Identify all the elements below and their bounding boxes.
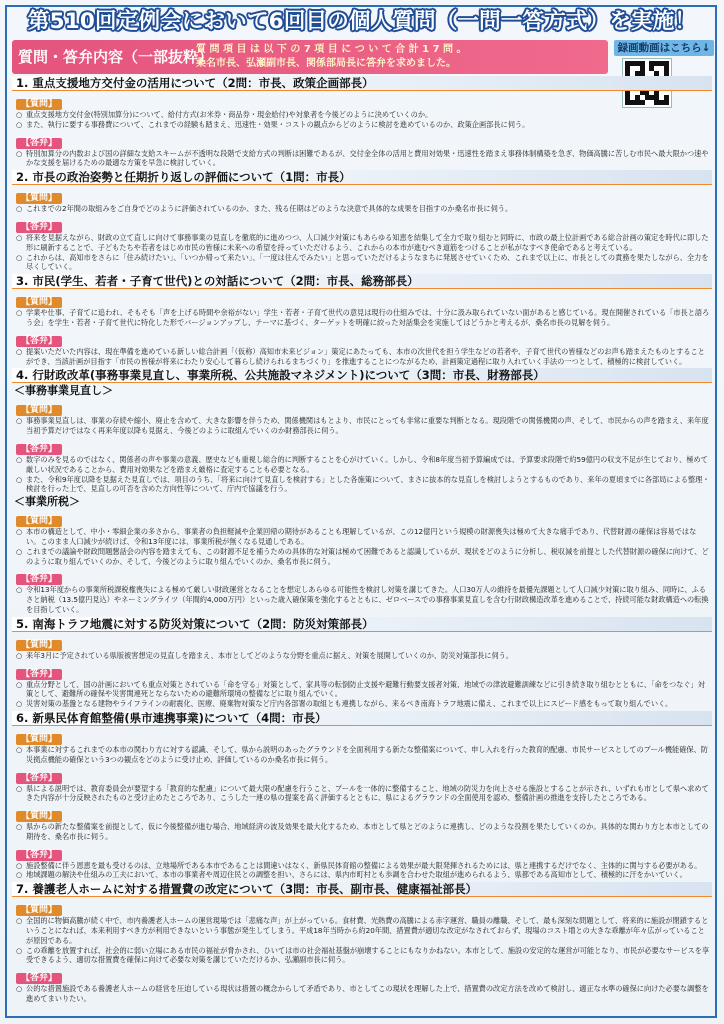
question-text: ○ これまでの2年間の取組みをご自身でどのように評価されているのか、また、残る任期はどのような決意で具体的な成果を目指すのか桑名市長に伺う。 — [12, 204, 712, 214]
answer-text: ○ 提案いただいた内容は、現在準備を進めている新しい総合計画「（仮称）高知市未来ビジョン」策定にあたっても、本市の次世代を担う学生などの若者や、子育て世代の皆様などのお声も踏まえたものとすることができ、当該計画が目指す「市民の皆様が将来にわたり安心して暮らし続けられるまちづくり」を推進することにつながるため、計画策定過程に取り入れていく手法の一つとして、積極的に検討していく。 — [12, 347, 712, 367]
answer-text: ○ 公的な措置施設である養護老人ホームの経営を圧迫している現状は措置の概念からして矛盾であり、市としてこの現状を理解した上で、措置費の改定方法を改めて検討し、適正な水準の確保に向けた必要な調整を進めてまいりたい。 — [12, 984, 712, 1004]
question-text: ○ この乖離を放置すれば、社会的に弱い立場にある市民の福祉が脅かされ、ひいては市の社会福祉基盤が崩壊することにもなりかねない。本市として、施設の安定的な運営が可能となり、市民が必要なサービスを享受できるよう、適切な措置費を確保に向けて必要な対策を講じていただけるか、弘瀬副市長に伺う。 — [12, 946, 712, 966]
question-label: 【質問】 — [16, 905, 62, 916]
answer-text: ○ 特別加算分の内数および国の詳細な支給スキームが不透明な段階で支給方式の判断は困難であるが、交付金全体の活用と費用対効果・迅速性を踏まえ事務体制構築を急ぎ、物価高騰に苦しむ市民へ最大限かつ速やかな支援を届けるための最適な方策を早急に検討していく。 — [12, 149, 712, 169]
subsection-heading: ＜事業所税＞ — [14, 495, 80, 509]
header-note — [196, 43, 606, 71]
question-text: ○ 県からの新たな整備案を前提として、仮に今後整備が進む場合、地域経済の波及効果を最大化するため、本市として県とどのように連携し、どのような役割を果たしていくのか。具体的な関わり方と本市としての期待を、桑名市長に伺う。 — [12, 822, 712, 842]
page-title: 第510回定例会において6回目の個人質問（一問一答方式）を実施！ — [27, 9, 697, 34]
answer-label: 【答弁】 — [16, 574, 62, 585]
section-1 — [12, 76, 712, 170]
section-heading: 5. 南海トラフ地震に対する防災対策について（2問：防災対策部長） — [12, 617, 712, 632]
section-heading: 3. 市民(学生、若者・子育て世代)との対話について（2問：市長、総務部長） — [12, 274, 712, 289]
subsection-heading: ＜事務事業見直し＞ — [14, 384, 113, 398]
answer-text: ○ 将来を見据えながら、財政の立て直しに向けて事務事業の見直しを徹底的に進めつつ、人口減少対策にもあらゆる知恵を結集して全力で取り組むと同時に、市政の最上位計画である総合計画の策定を時代に即した形に刷新することで、子どもたちや若者をはじめ市民の皆様に未来への希望を持っていただけるよう、これからの本市が進むべき道筋をつけることが私がなすべき使命であると考えている。 — [12, 233, 712, 253]
answer-label: 【答弁】 — [16, 138, 62, 149]
section-heading: 7. 養護老人ホームに対する措置費の改定について（3問：市長、副市長、健康福祉部長） — [12, 882, 712, 897]
answer-text: ○ 災害対策の基盤となる建物やライフラインの耐震化、医療、廃棄物対策など庁内各部署の取組とも連携しながら、来るべき南海トラフ地震に備え、これまで以上にスピード感をもって取り組んでいく。 — [12, 699, 712, 709]
question-label: 【質問】 — [16, 734, 62, 745]
video-link[interactable]: 録画動画はこちら↓ — [614, 40, 714, 56]
answer-text: ○ 令和13年度からの事業所税課税権喪失による極めて厳しい財政運営となることを想定しあらゆる可能性を検討し対策を講じてきた。人口30万人の維持を最優先課題として人口減少対策に取り組み、同時に、ふるさと納税（13.5億円見込）やネーミングライツ（年間約4,000万円）といった歳入確保策を強化するとともに、ゼロベースでの事務事業見直しを含む行財政構造改革を進めることで、持続可能な財政構造への転換を目指していく。 — [12, 585, 712, 614]
question-label: 【質問】 — [16, 516, 62, 527]
section-4 — [12, 368, 712, 616]
section-5 — [12, 617, 712, 711]
question-text: ○ 学業や仕事、子育てに追われ、そもそも「声を上げる時間や余裕がない」学生・若者・子育て世代の意見は現行の仕組みでは、十分に汲み取られていない面があると感じている。現在開催されている「市長と語ろう会」を学生・若者・子育て世代に特化した形でバージョンアップし、テーマに基づく、ターゲットを明確に絞った対話集会を実施してはどうかと考えるが、桑名市長の見解を伺う。 — [12, 308, 712, 328]
section-label: 質問・答弁内容（一部抜粋） — [18, 48, 214, 66]
answer-text: ○ 県による説明では、教育委員会が要望する「教育的な配慮」について最大限の配慮を行うこと、プールを一体的に整備すること、地域の防災力を向上させる施設とすることが示され、いずれも市として県へ求めてきた内容が十分反映されたものと受け止めたところであり、こうした一連の県の提案を高く評価するとともに、県によるグラウンドの全面使用を認め、整備計画の推進を支持したところである。 — [12, 784, 712, 804]
header-note-line1: 質 問 項 目 は 以 下 の 7 項 目 に つ い て 合 計 1 7 問 。 — [196, 44, 467, 55]
section-heading: 2. 市長の政治姿勢と任期折り返しの評価について（1問：市長） — [12, 170, 712, 185]
question-label: 【質問】 — [16, 99, 62, 110]
section-heading: 4. 行財政改革(事務事業見直し、事業所税、公共施設マネジメント)について（3問：市長、財務部長） — [12, 368, 712, 383]
answer-label: 【答弁】 — [16, 773, 62, 784]
answer-label: 【答弁】 — [16, 222, 62, 233]
question-text: ○ これまでの議論や財政問題懇話会の内容を踏まえても、この財源不足を補うための具体的な対策は極めて困難であると認識しているが、現状をどのように分析し、税収減を前提とした代替財源の確保に向けて、どのように取り組んでいくのか、そして、今後どのように取り組んでいくのか、桑名市長に伺う。 — [12, 547, 712, 567]
answer-text: ○ 地域課題の解決や仕組みの工夫において、本市の事業者や周辺住民との調整を担い、さらには、県内市町村とも歩調を合わせた取組が進められるよう、県都である高知市として、積極的に汗をかいていく。 — [12, 870, 712, 880]
question-label: 【質問】 — [16, 640, 62, 651]
section-6 — [12, 711, 712, 882]
section-3 — [12, 274, 712, 368]
section-7 — [12, 882, 712, 1006]
question-text: ○ 事務事業見直しは、事業の存続や縮小、廃止を含めて、大きな影響を伴うため、関係機関はもとより、市民にとっても非常に重要な判断となる。現段階での関係機関の声、そして、市民からの声を踏まえ、来年度当初予算だけではなく再来年度以降も見据え、今後どのように取組んでいくのか財務部長に伺う。 — [12, 416, 712, 436]
answer-label: 【答弁】 — [16, 669, 62, 680]
section-heading: 1. 重点支援地方交付金の活用について（2問：市長、政策企画部長） — [12, 76, 712, 91]
question-label: 【質問】 — [16, 405, 62, 416]
answer-label: 【答弁】 — [16, 850, 62, 861]
section-2 — [12, 170, 712, 274]
question-text: ○ 来年3月に予定されている県版被害想定の見直しを踏まえ、本市としてどのような分野を重点に据え、対策を展開していくのか、防災対策部長に伺う。 — [12, 651, 712, 661]
question-text: ○ 全国的に物価高騰が続く中で、市内養護老人ホームの運営現場では「悲痛な声」が上がっている。食材費、光熱費の高騰による赤字運営、職員の離職、そして、最も深刻な問題として、将来的に施設が閉鎖するということになれば、本来利用すべき方が利用できないという事態が発生してしまう。平成18年当時から約20年間、措置費が適切な改定がなされておらず、現場のコスト増との大きな乖離が年々広がっていることが原因である。 — [12, 916, 712, 945]
answer-label: 【答弁】 — [16, 973, 62, 984]
question-text: ○ また、執行に要する事務費について、これまでの経験も踏まえ、迅速性・効果・コストの観点からどのように検討を進めているのか、政策企画部長に伺う。 — [12, 120, 712, 130]
question-text: ○ 重点支援地方交付金(特別加算分)について、給付方式(お米券・商品券・現金給付)や対象者を今後どのように決めていくのか。 — [12, 110, 712, 120]
section-heading: 6. 新県民体育館整備(県市連携事業)について（4問：市長） — [12, 711, 712, 726]
header-note-line2: 桑名市長、弘瀬副市長、関係部局長に答弁を求めました。 — [196, 58, 456, 69]
answer-text: ○ 数字のみを見るのではなく、関係者の声や事業の意義、歴史なども重視し総合的に判断することを心がけていく。しかし、令和8年度当初予算編成では、予算要求段階で約59億円の収支不足が生じており、極めて厳しい状況であることから、費用対効果などを踏まえ厳格に査定することも必要となる。 — [12, 455, 712, 475]
answer-text: ○ 施設整備に伴う恩恵を最も受けるのは、立地場所である本市であることは間違いはなく、新県民体育館の整備による効果が最大限発揮されるためには、県と連携するだけでなく、主体的に関与する必要がある。 — [12, 861, 712, 871]
question-text: ○ 本市の構造として、中小・零細企業の多さから、事業者の負担軽減や企業回帰の期待があることも理解しているが、この12億円という規模の財源喪失は極めて大きな痛手であり、代替財源の確保は容易ではない。このまま人口減少が続けば、令和13年度には、事業所税が無くなる見通しである。 — [12, 527, 712, 547]
question-label: 【質問】 — [16, 297, 62, 308]
answer-label: 【答弁】 — [16, 444, 62, 455]
qa-content — [12, 76, 712, 1016]
answer-text: ○ これからは、高知市をさらに「住み続けたい」、「いつか帰って来たい」、「一度は住んでみたい」と思っていただけるようなまちに発展させていくため、これまで以上に、市長としての責務を果たしながら、全力を尽くしていく。 — [12, 253, 712, 273]
question-label: 【質問】 — [16, 811, 62, 822]
answer-label: 【答弁】 — [16, 336, 62, 347]
answer-text: ○ 重点分野として、国の計画においても重点対策とされている「命を守る」対策として、家具等の転倒防止支援や避難行動要支援者対策、地域での津波避難訓練などに引き続き取り組むとともに、「命をつなぐ」対策として、避難所の確保や災害関連死とならないための避難所環境の整備などに取り組んでいく。 — [12, 680, 712, 700]
question-label: 【質問】 — [16, 193, 62, 204]
question-text: ○ 本事業に対するこれまでの本市の関わり方に対する認識、そして、県から説明のあったグラウンドを全面利用する新たな整備案について、申し入れを行った教育的配慮、市民サービスとしてのプール機能確保、防災拠点機能の確保という3つの観点をどのように受け止め、評価しているのか桑名市長に伺う。 — [12, 745, 712, 765]
answer-text: ○ また、令和9年度以降を見据えた見直しでは、項目のうち、「将来に向けて見直しを検討する」とした各施策について、まさに抜本的な見直しを検討しようとするものであり、来年の夏頃までに各部局による整理・検討を行った上で、見直しの可否を含めた方向性等について、庁内で協議を行う。 — [12, 475, 712, 495]
